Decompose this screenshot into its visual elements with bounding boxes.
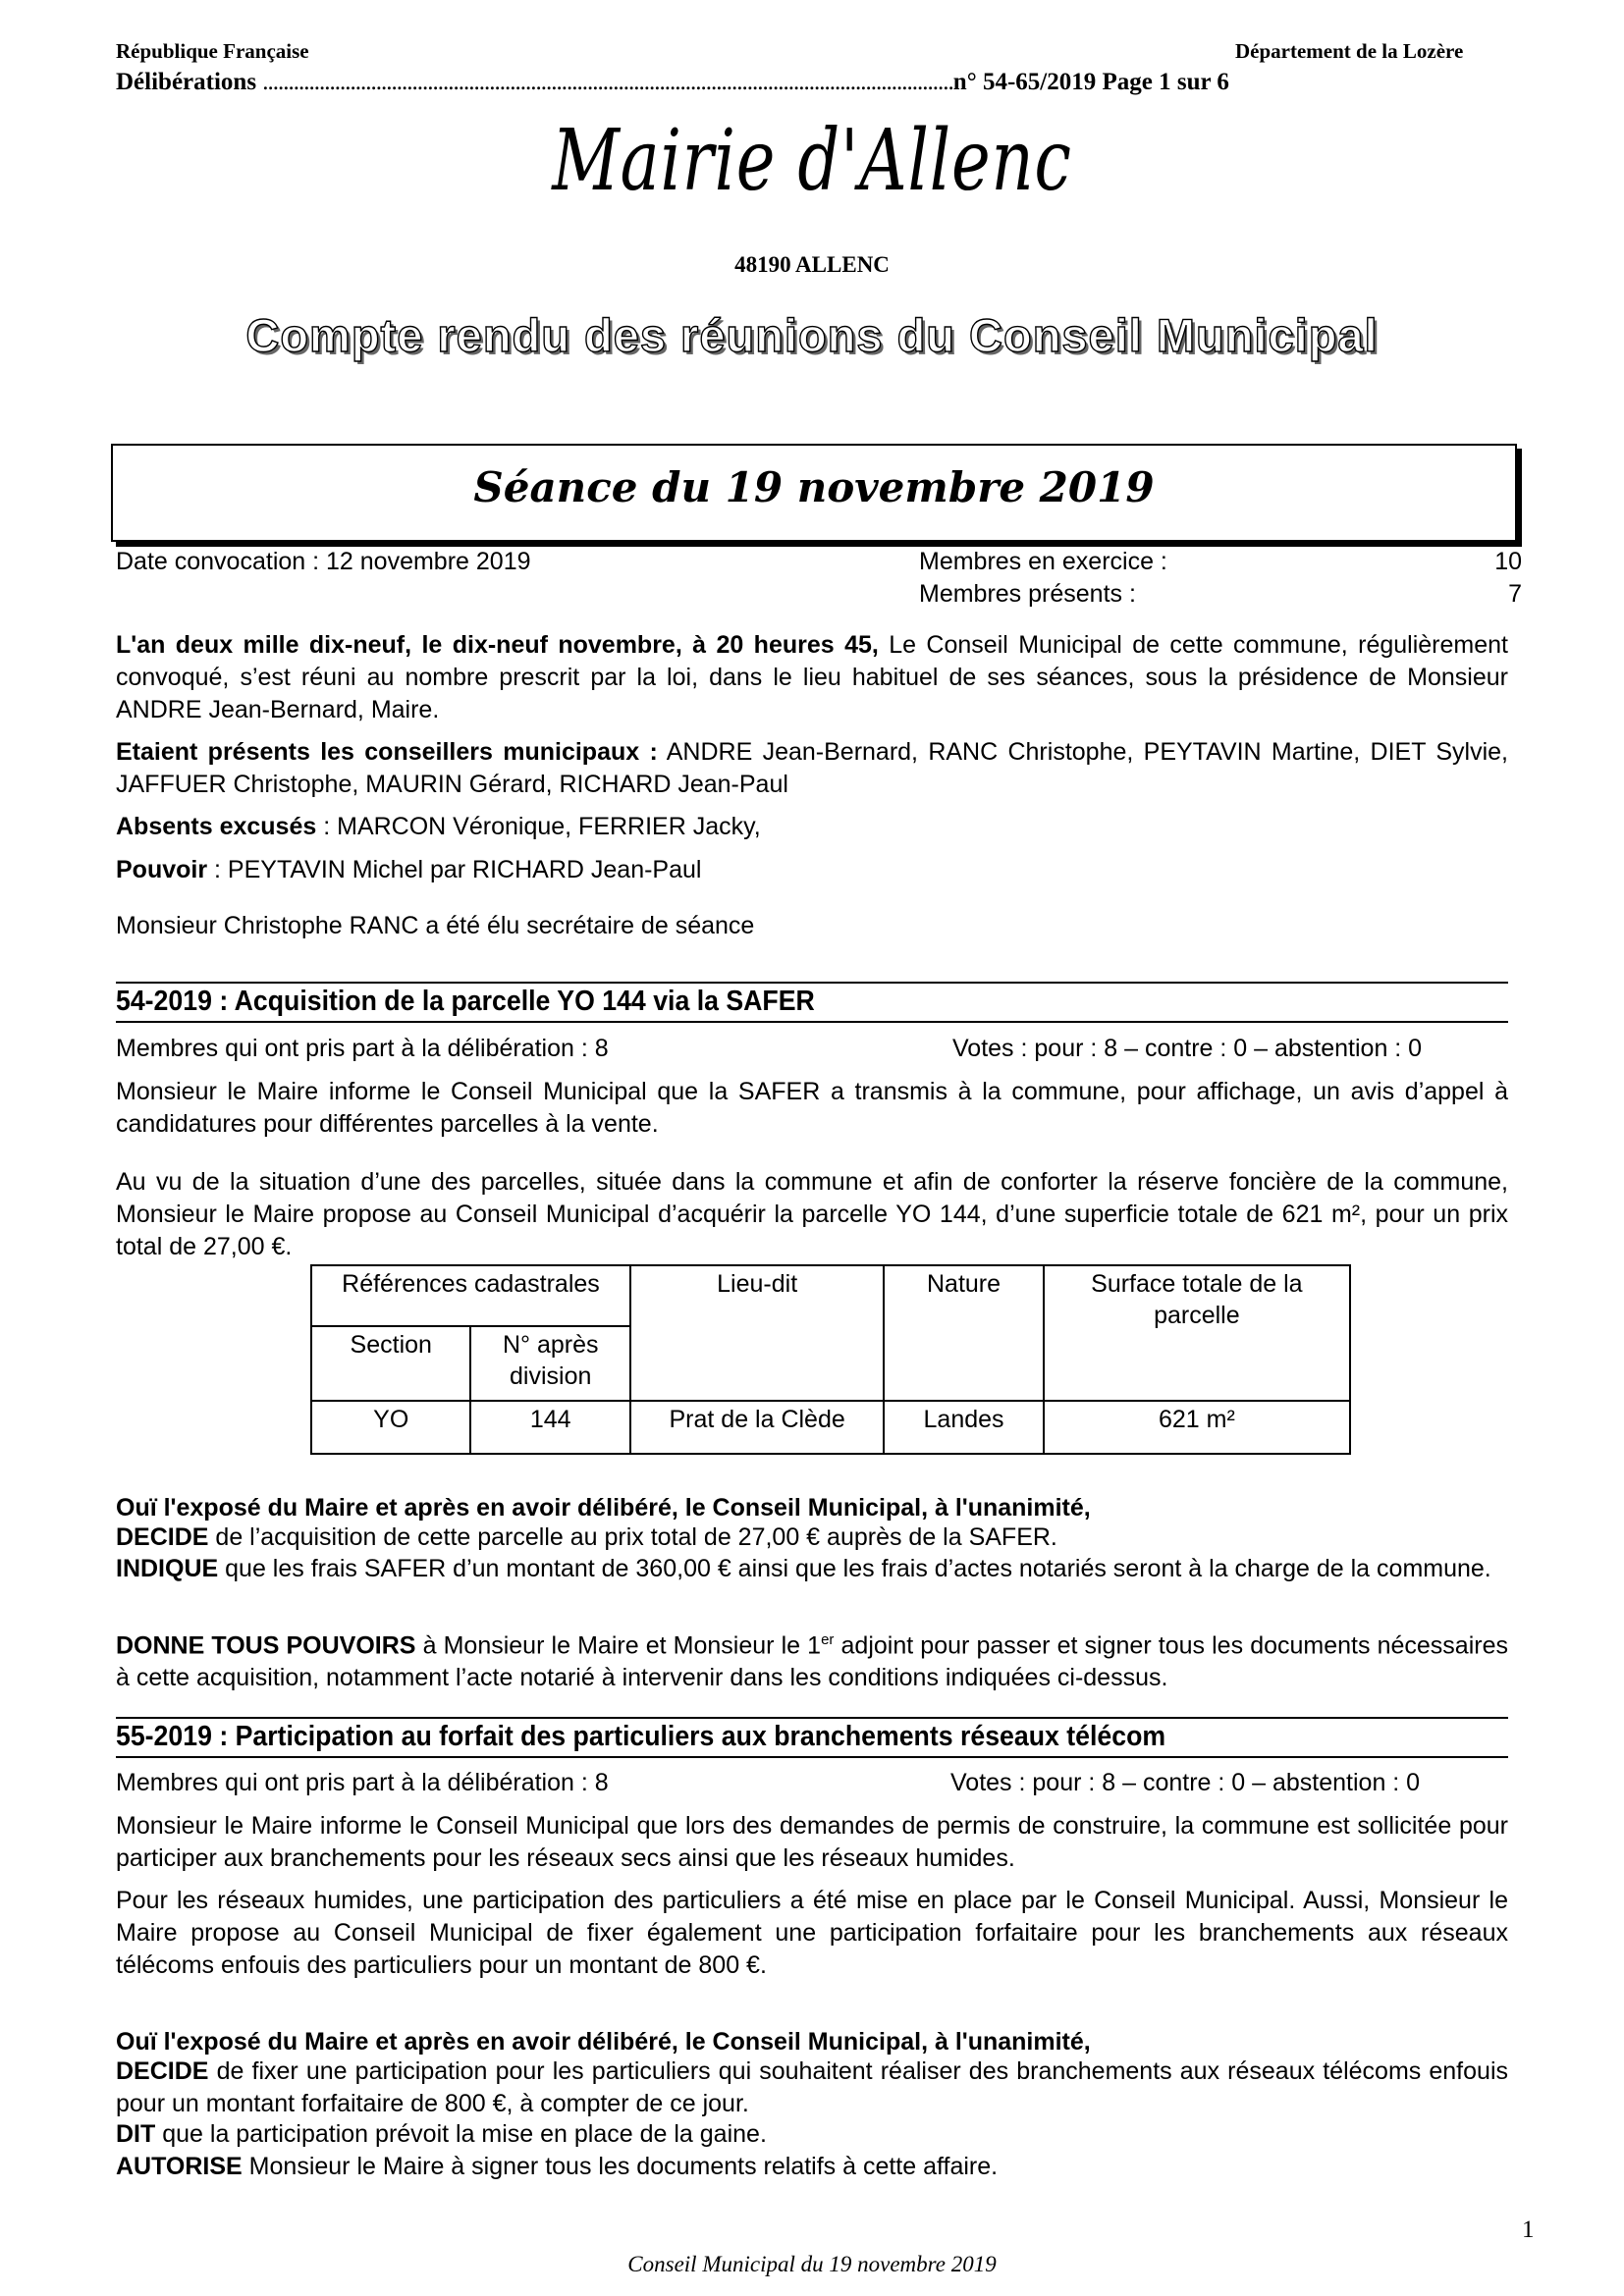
- decide-keyword: DECIDE: [116, 1523, 209, 1551]
- section-54-p2: Au vu de la situation d’une des parcelles, située dans la commune et afin de conforter la réserve foncière de la commune, Monsieur le Maire propose au Conseil Municipal d’acquérir la parcelle YO 144, d’une superficie totale de 621 m², pour un prix total de 27,00 €.: [116, 1168, 1508, 1260]
- section-54-donne: [116, 1624, 1508, 1694]
- header-deliberations: Délibérations: [116, 69, 257, 95]
- dit-keyword: DIT: [116, 2120, 156, 2148]
- footer-text: Conseil Municipal du 19 novembre 2019: [627, 2252, 997, 2276]
- th-references: Références cadastrales: [311, 1265, 630, 1326]
- absents-label: Absents excusés: [116, 813, 317, 840]
- section-55-votes: Votes : pour : 8 – contre : 0 – abstention : 0: [950, 1769, 1421, 1796]
- th-lieu-dit: Lieu-dit: [630, 1265, 884, 1401]
- autorise-keyword: AUTORISE: [116, 2153, 243, 2180]
- indique-text: que les frais SAFER d’un montant de 360,00 € ainsi que les frais d’actes notariés seront à la charge de la commune.: [218, 1555, 1491, 1582]
- th-section: Section: [311, 1326, 470, 1401]
- document-title: Compte rendu des réunions du Conseil Municipal: [245, 309, 1379, 361]
- th-nature: Nature: [884, 1265, 1043, 1401]
- intro-paragraph: [116, 629, 1508, 726]
- section-54-heading-text: 54-2019 : Acquisition de la parcelle YO 144 via la SAFER: [116, 986, 815, 1017]
- decide-text: de fixer une participation pour les particuliers qui souhaitent réaliser des branchements aux réseaux télécoms enfouis pour un montant forfaitaire de 800 €, à compter de ce jour.: [116, 2057, 1508, 2117]
- donne-text-a: à Monsieur le Maire et Monsieur le 1: [415, 1631, 822, 1660]
- absents-names: : MARCON Véronique, FERRIER Jacky,: [316, 813, 761, 840]
- th-numero: N° après division: [470, 1326, 629, 1401]
- cadastral-table: [310, 1264, 1351, 1455]
- decide-text: de l’acquisition de cette parcelle au prix total de 27,00 € auprès de la SAFER.: [208, 1523, 1057, 1551]
- donne-text-b: adjoint pour passer et signer tous les documents nécessaires à cette acquisition, notamment l’acte notarié à intervenir dans les conditions indiquées ci-dessus.: [116, 1631, 1508, 1692]
- section-54-votes: Votes : pour : 8 – contre : 0 – abstention : 0: [952, 1035, 1423, 1062]
- section-55-autorise: [116, 2151, 998, 2183]
- dit-text: que la participation prévoit la mise en place de la gaine.: [155, 2120, 767, 2148]
- page-number: 1: [1522, 2216, 1535, 2243]
- secretaire-text: Monsieur Christophe RANC a été élu secrétaire de séance: [116, 912, 755, 939]
- presents-paragraph: [116, 736, 1508, 801]
- donne-keyword: DONNE TOUS POUVOIRS: [116, 1631, 416, 1660]
- membres-presents-value: 7: [1508, 580, 1522, 608]
- mairie-title: Mairie d'Allenc: [552, 112, 1072, 210]
- section-55-p2: Pour les réseaux humides, une participation des particuliers a été mise en place par le Conseil Municipal. Aussi, Monsieur le Maire propose au Conseil Municipal de fixer également une participation forfaitaire pour les branchements aux réseaux télécoms enfouis des particuliers pour un montant de 800 €.: [116, 1887, 1508, 1979]
- autorise-text: Monsieur le Maire à signer tous les documents relatifs à cette affaire.: [242, 2153, 999, 2180]
- cell-section: YO: [311, 1401, 470, 1454]
- section-54-heading: [116, 982, 1508, 1023]
- donne-sup: er: [821, 1631, 835, 1648]
- section-55-heading: [116, 1717, 1508, 1758]
- membres-presents-label: Membres présents :: [919, 580, 1136, 608]
- section-54-oui: Ouï l'exposé du Maire et après en avoir délibéré, le Conseil Municipal, à l'unanimité,: [116, 1494, 1091, 1522]
- section-55-decide: [116, 2056, 1508, 2120]
- section-55-p1: Monsieur le Maire informe le Conseil Municipal que lors des demandes de permis de construire, la commune est sollicitée pour participer aux branchements pour les réseaux secs ainsi que les réseaux humides.: [116, 1812, 1508, 1872]
- intro-bold: L'an deux mille dix-neuf, le dix-neuf novembre, à 20 heures 45,: [116, 631, 879, 659]
- header-dots: ......................................................................................................................................: [262, 69, 953, 95]
- cell-nature: Landes: [884, 1401, 1043, 1454]
- table-row: [311, 1401, 1350, 1454]
- section-54-membres: Membres qui ont pris part à la délibération : 8: [116, 1035, 609, 1062]
- pouvoir-text: : PEYTAVIN Michel par RICHARD Jean-Paul: [207, 856, 702, 883]
- seance-date: Séance du 19 novembre 2019: [473, 463, 1155, 511]
- section-55-dit: [116, 2118, 767, 2151]
- cell-lieu-dit: Prat de la Clède: [630, 1401, 884, 1454]
- intro-text: Le Conseil Municipal de cette commune, régulièrement convoqué, s’est réuni au nombre prescrit par la loi, dans le lieu habituel de ses séances, sous la présidence de Monsieur ANDRE Jean-Bernard, Maire.: [116, 631, 1508, 723]
- presents-names: ANDRE Jean-Bernard, RANC Christophe, PEYTAVIN Martine, DIET Sylvie, JAFFUER Christophe, MAURIN Gérard, RICHARD Jean-Paul: [116, 738, 1508, 798]
- header-deliberations-line: [116, 69, 1540, 96]
- th-surface: Surface totale de la parcelle: [1044, 1265, 1350, 1401]
- section-55-heading-text: 55-2019 : Participation au forfait des particuliers aux branchements réseaux télécom: [116, 1721, 1166, 1752]
- section-54-decide: [116, 1522, 1508, 1554]
- postal-code: 48190 ALLENC: [734, 252, 890, 277]
- membres-exercice-value: 10: [1494, 548, 1522, 575]
- cell-numero: 144: [470, 1401, 629, 1454]
- membres-exercice-label: Membres en exercice :: [919, 548, 1167, 575]
- header-departement: Département de la Lozère: [1235, 39, 1464, 63]
- section-54-p1: Monsieur le Maire informe le Conseil Municipal que la SAFER a transmis à la commune, pour affichage, un avis d’appel à candidatures pour différentes parcelles à la vente.: [116, 1078, 1508, 1138]
- section-55-oui: Ouï l'exposé du Maire et après en avoir délibéré, le Conseil Municipal, à l'unanimité,: [116, 2028, 1091, 2056]
- pouvoir-label: Pouvoir: [116, 856, 208, 883]
- cell-surface: 621 m²: [1044, 1401, 1350, 1454]
- header-republique: République Française: [116, 39, 309, 63]
- decide-keyword: DECIDE: [116, 2057, 209, 2085]
- section-54-indique: [116, 1553, 1508, 1585]
- indique-keyword: INDIQUE: [116, 1555, 219, 1582]
- absents-paragraph: [116, 811, 761, 843]
- pouvoir-paragraph: [116, 854, 701, 886]
- presents-label: Etaient présents les conseillers municipaux :: [116, 738, 658, 766]
- section-55-membres: Membres qui ont pris part à la délibération : 8: [116, 1769, 609, 1796]
- header-page-ref: n° 54-65/2019 Page 1 sur 6: [952, 69, 1229, 95]
- date-convocation: Date convocation : 12 novembre 2019: [116, 548, 531, 575]
